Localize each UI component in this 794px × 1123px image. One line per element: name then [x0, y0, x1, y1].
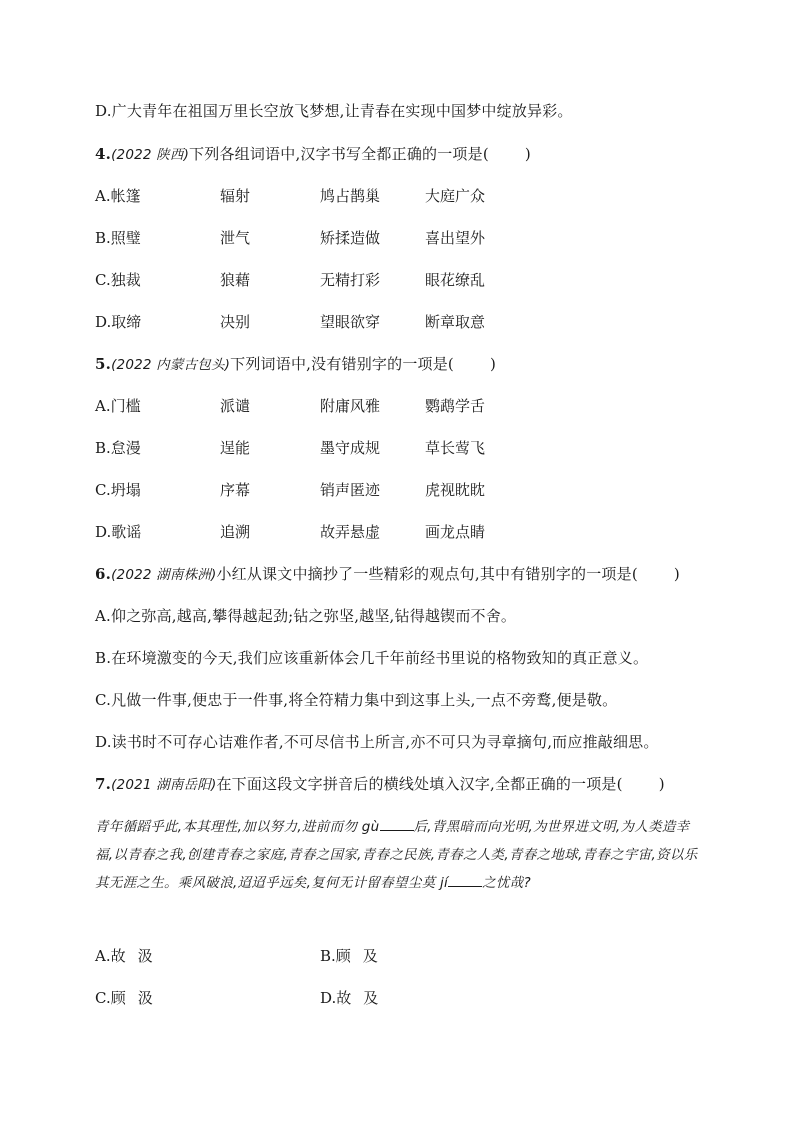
q4-option-a-3: 鸠占鹊巢 — [320, 187, 381, 205]
q5-option-c-4: 虎视眈眈 — [425, 481, 486, 499]
q4-option-a-1: A.帐篷 — [95, 187, 141, 205]
q5-option-a-2: 派谴 — [220, 397, 251, 415]
q4-option-c-1: C.独裁 — [95, 271, 141, 289]
q5-stem — [95, 353, 496, 376]
q7-option-d-2: 及 — [363, 989, 379, 1007]
q7-option-b-1: B.顾 — [320, 947, 351, 965]
q5-source: (2022 内蒙古包头) — [111, 357, 231, 373]
q3-option-d: D.广大青年在祖国万里长空放飞梦想,让青春在实现中国梦中绽放异彩。 — [95, 102, 573, 120]
q7-stem-text: 在下面这段文字拼音后的横线处填入汉字,全都正确的一项是( — [216, 775, 623, 793]
q4-stem-text: 下列各组词语中,汉字书写全都正确的一项是( — [189, 145, 489, 163]
q7-blank-2[interactable] — [448, 872, 482, 887]
q6-close-paren: ) — [673, 565, 680, 583]
q5-option-d-2: 追溯 — [220, 523, 251, 541]
q7-option-b-2: 及 — [362, 947, 378, 965]
q6-option-c: C.凡做一件事,便忠于一件事,将全符精力集中到这事上头,一点不旁鹜,便是敬。 — [95, 691, 618, 709]
q7-passage-part-1: 青年循蹈乎此,本其理性,加以努力,进前而勿 gù — [95, 819, 380, 835]
q4-option-c-4: 眼花缭乱 — [425, 271, 486, 289]
q5-option-d-1: D.歌谣 — [95, 523, 142, 541]
q5-close-paren: ) — [489, 355, 497, 373]
q4-option-d-2: 决别 — [220, 313, 251, 331]
q7-passage-part-3: 之忧哉? — [482, 875, 531, 891]
q7-option-b — [320, 945, 378, 967]
q5-option-b-2: 逞能 — [220, 439, 251, 457]
q5-option-b-3: 墨守成规 — [320, 439, 381, 457]
q5-option-a-1: A.门槛 — [95, 397, 141, 415]
q4-stem — [95, 143, 531, 166]
q5-option-b-4: 草长莺飞 — [425, 439, 486, 457]
q4-option-a-2: 辐射 — [220, 187, 251, 205]
q4-option-d-3: 望眼欲穿 — [320, 313, 381, 331]
q5-number: 5. — [95, 355, 112, 373]
q7-option-d-1: D.故 — [320, 989, 352, 1007]
q7-option-a — [95, 945, 153, 967]
q4-option-a-4: 大庭广众 — [425, 187, 486, 205]
q5-stem-text: 下列词语中,没有错别字的一项是( — [230, 355, 454, 373]
q5-option-b-1: B.怠漫 — [95, 439, 141, 457]
q5-option-c-2: 序幕 — [220, 481, 251, 499]
q4-option-d-4: 断章取意 — [425, 313, 486, 331]
q5-option-c-3: 销声匿迹 — [320, 481, 381, 499]
q6-number: 6. — [95, 565, 112, 583]
q6-option-d: D.读书时不可存心诘难作者,不可尽信书上所言,亦不可只为寻章摘句,而应推敲细思。 — [95, 733, 659, 751]
q7-passage — [95, 813, 700, 897]
q7-stem — [95, 773, 665, 796]
q4-option-b-2: 泄气 — [220, 229, 251, 247]
q5-option-a-4: 鹦鹉学舌 — [425, 397, 486, 415]
q6-option-b: B.在环境激变的今天,我们应该重新体会几千年前经书里说的格物致知的真正意义。 — [95, 649, 649, 667]
q7-source: (2021 湖南岳阳) — [111, 777, 217, 793]
q4-number: 4. — [95, 145, 112, 163]
q5-option-d-4: 画龙点睛 — [425, 523, 486, 541]
q7-option-c — [95, 987, 153, 1009]
q6-source: (2022 湖南株洲) — [111, 567, 217, 583]
q4-source: (2022 陕西) — [111, 147, 190, 163]
q5-option-c-1: C.坍塌 — [95, 481, 141, 499]
q7-option-a-2: 汲 — [137, 947, 153, 965]
q7-close-paren: ) — [658, 775, 665, 793]
q5-option-a-3: 附庸风雅 — [320, 397, 381, 415]
q4-close-paren: ) — [524, 145, 531, 163]
q6-stem — [95, 563, 680, 586]
q7-option-c-2: 汲 — [137, 989, 153, 1007]
q7-option-c-1: C.顾 — [95, 989, 126, 1007]
q6-stem-text: 小红从课文中摘抄了一些精彩的观点句,其中有错别字的一项是( — [216, 565, 638, 583]
q4-option-d-1: D.取缔 — [95, 313, 142, 331]
q5-option-d-3: 故弄悬虚 — [320, 523, 381, 541]
q6-option-a: A.仰之弥高,越高,攀得越起劲;钻之弥坚,越坚,钻得越锲而不舍。 — [95, 607, 517, 625]
q7-number: 7. — [95, 775, 112, 793]
q7-option-d — [320, 987, 378, 1009]
q7-option-a-1: A.故 — [95, 947, 126, 965]
q7-blank-1[interactable] — [380, 816, 414, 831]
q4-option-b-3: 矫揉造做 — [320, 229, 381, 247]
q4-option-b-1: B.照璧 — [95, 229, 141, 247]
q4-option-c-2: 狼藉 — [220, 271, 251, 289]
q7-passage-part-2: 后,背黑暗而向光明,为世界进文明,为人类造幸福,以青春之我,创建青春之家庭,青春之国家,青春之民族,青春之人类,青春之地球,青春之宇宙,资以乐其无涯之生。乘风破浪,迢迢乎远矣,复何无计留春望尘莫 jí — [95, 819, 698, 891]
q4-option-c-3: 无精打彩 — [320, 271, 381, 289]
q4-option-b-4: 喜出望外 — [425, 229, 486, 247]
